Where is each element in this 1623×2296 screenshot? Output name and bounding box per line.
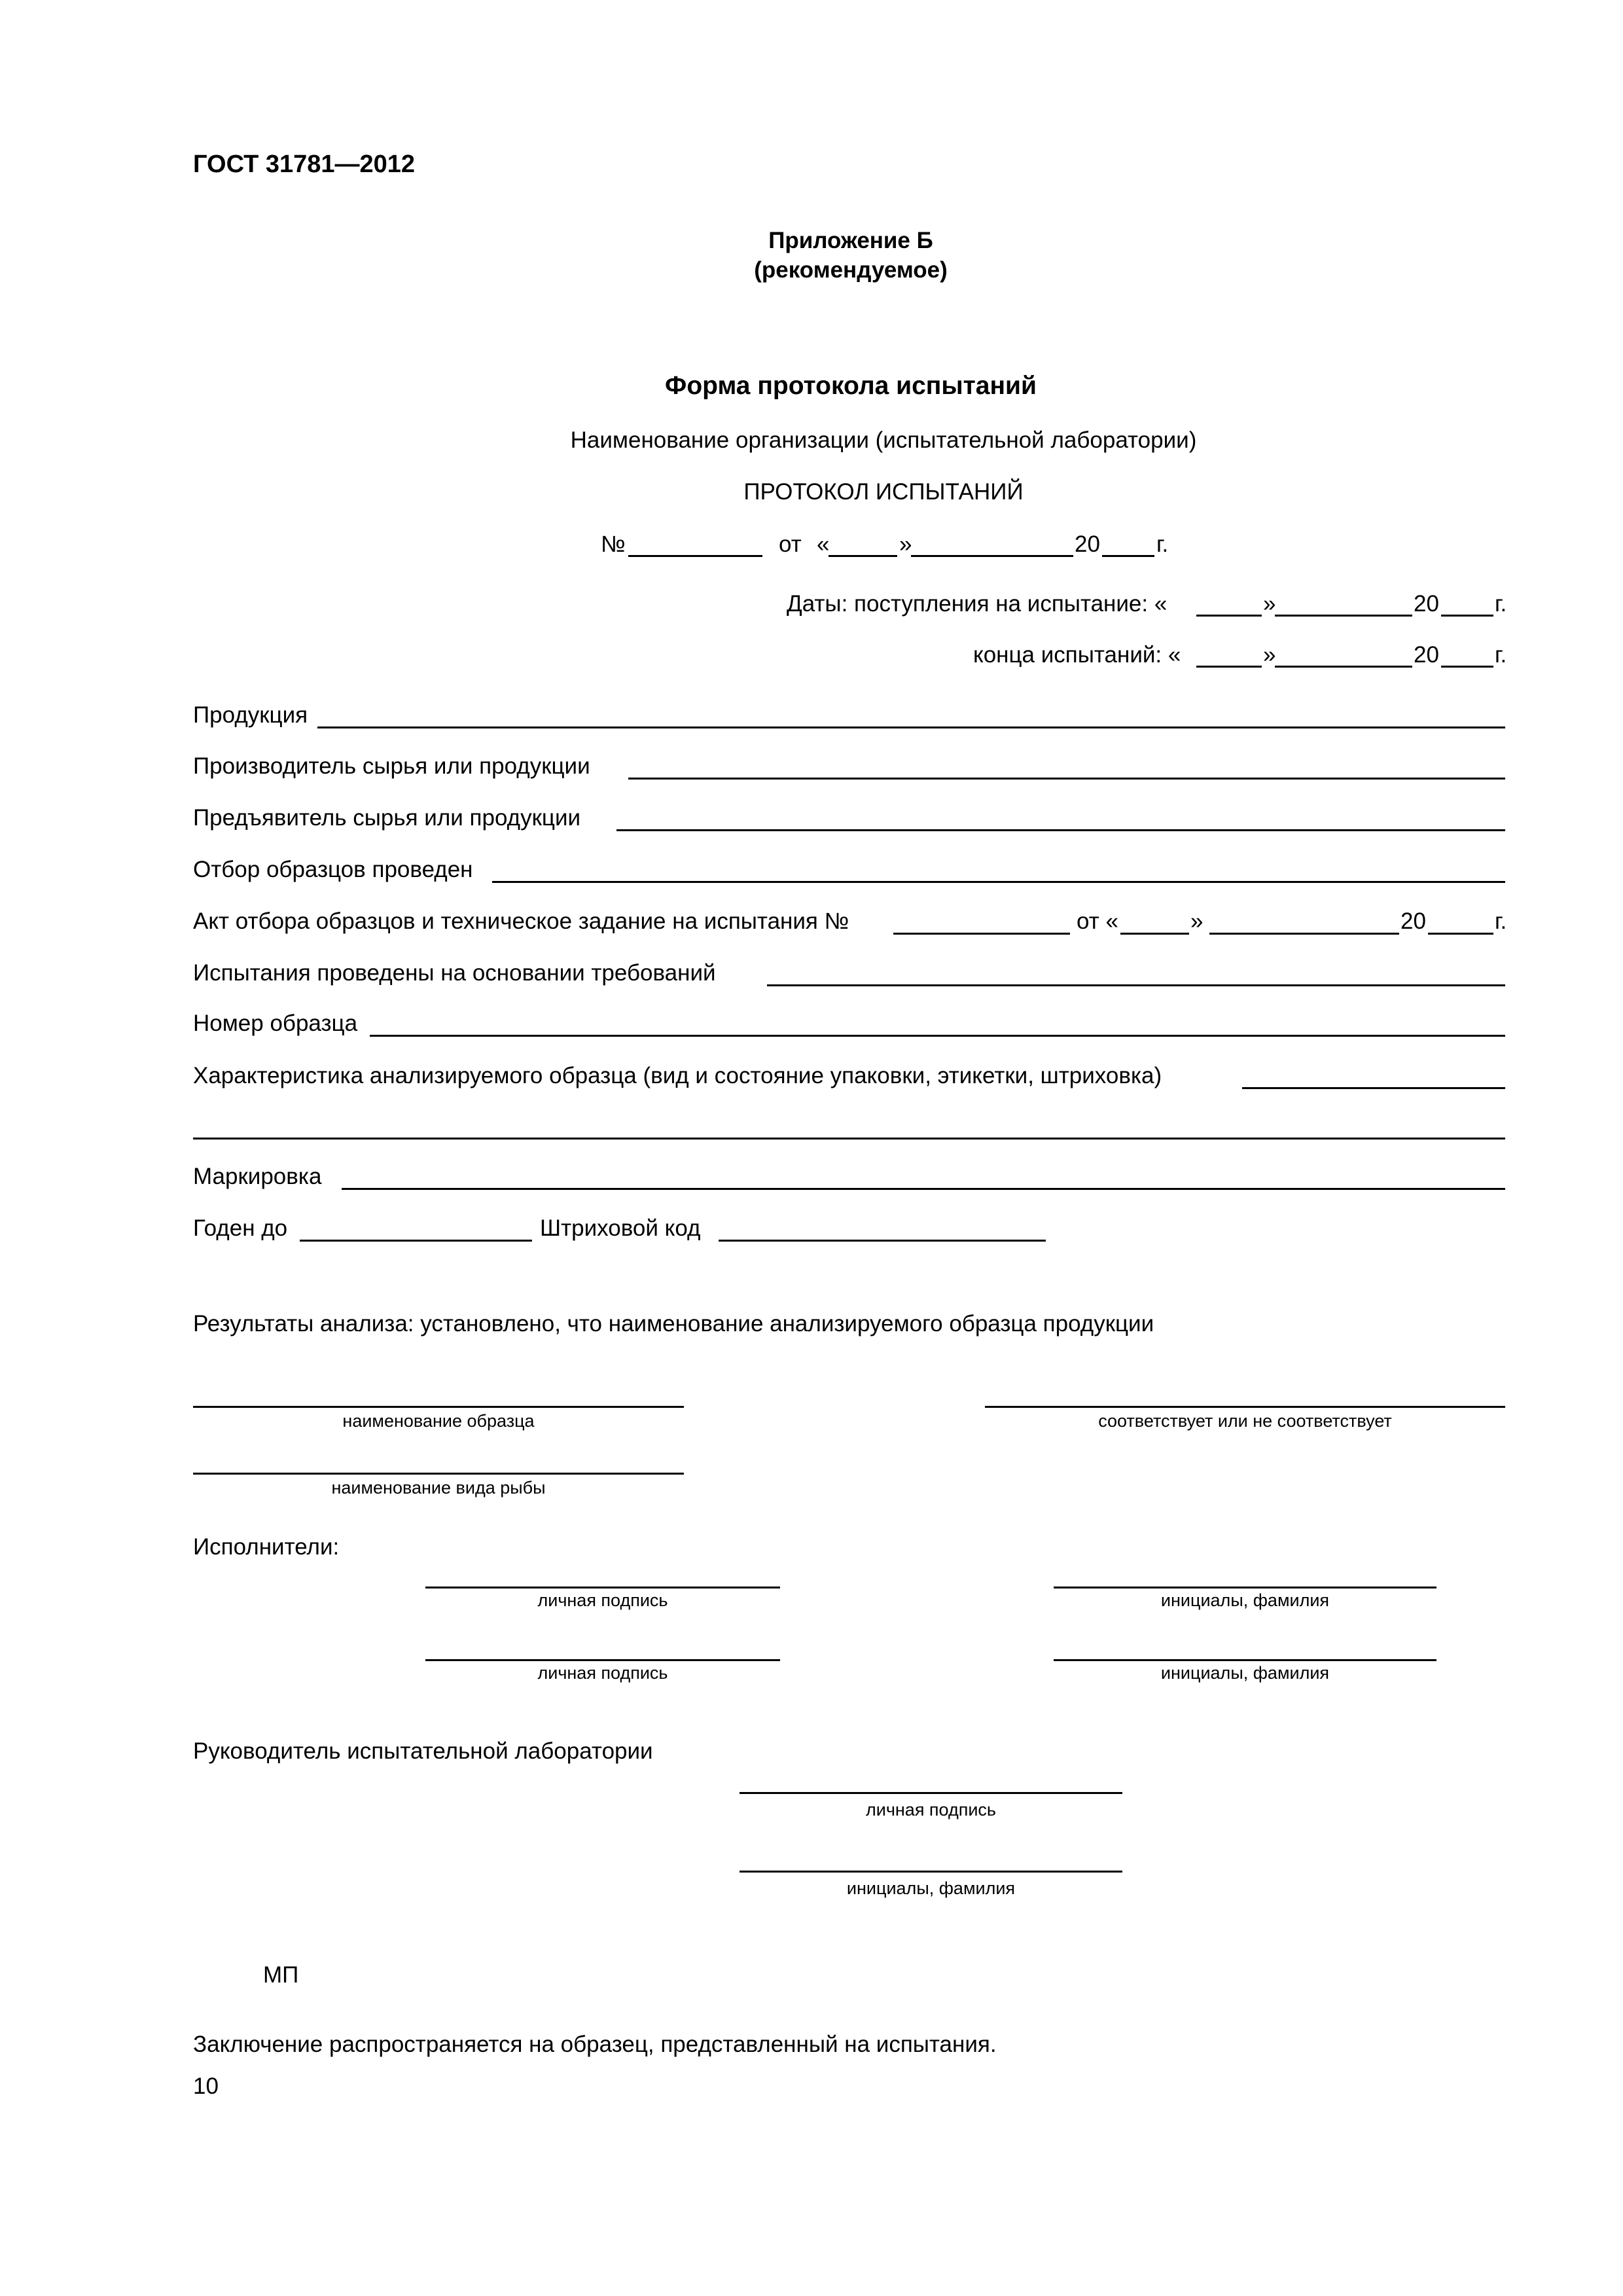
executor-1-signature-caption: личная подпись (537, 1590, 668, 1610)
fish-species-caption: наименование вида рыбы (331, 1478, 546, 1498)
conclusion-text: Заключение распространяется на образец, представленный на испытания. (193, 2032, 997, 2057)
dates-receipt-label: Даты: поступления на испытание: « (787, 591, 1168, 617)
act-year-suffix: г. (1495, 908, 1507, 934)
executor-2-initials-field[interactable] (1054, 1659, 1436, 1661)
valid-until-field[interactable] (300, 1240, 532, 1242)
end-month-field[interactable] (1275, 666, 1412, 668)
act-day-field[interactable] (1120, 933, 1189, 935)
appendix-title: Приложение Б (768, 228, 933, 253)
manufacturer-field[interactable] (628, 778, 1505, 780)
sample-number-field[interactable] (370, 1035, 1505, 1037)
product-label: Продукция (193, 702, 308, 728)
characteristic-field-line-2[interactable] (193, 1138, 1505, 1139)
protocol-month-field[interactable] (911, 555, 1073, 557)
appendix-subtitle: (рекомендуемое) (754, 257, 948, 283)
conformity-caption: соответствует или не соответствует (1098, 1411, 1392, 1431)
dates-end-label: конца испытаний: « (973, 642, 1181, 668)
act-from-label: от « (1077, 908, 1118, 934)
from-label: от (779, 531, 802, 557)
protocol-day-field[interactable] (829, 555, 897, 557)
sample-name-caption: наименование образца (342, 1411, 535, 1431)
executor-2-signature-field[interactable] (425, 1659, 780, 1661)
characteristic-label: Характеристика анализируемого образца (вид и состояние упаковки, этикетки, штриховка) (193, 1063, 1162, 1088)
receipt-day-field[interactable] (1196, 615, 1262, 617)
sampling-field[interactable] (492, 881, 1505, 883)
conformity-field[interactable] (985, 1406, 1505, 1408)
executor-1-signature-field[interactable] (425, 1587, 780, 1588)
quote-open: « (817, 531, 830, 557)
lab-head-initials-caption: инициалы, фамилия (846, 1878, 1016, 1898)
requirements-field[interactable] (767, 984, 1505, 986)
act-label: Акт отбора образцов и техническое задание на испытания № (193, 908, 849, 934)
fish-species-field[interactable] (193, 1473, 684, 1475)
valid-until-label: Годен до (193, 1215, 288, 1241)
characteristic-field[interactable] (1242, 1087, 1505, 1089)
lab-head-signature-caption: личная подпись (865, 1800, 997, 1820)
protocol-year-field[interactable] (1102, 555, 1154, 557)
end-quote-close: » (1263, 642, 1276, 668)
receipt-year-field[interactable] (1441, 615, 1493, 617)
sample-name-field[interactable] (193, 1406, 684, 1408)
number-sign: № (601, 531, 626, 557)
lab-head-label: Руководитель испытательной лаборатории (193, 1738, 653, 1764)
sampling-label: Отбор образцов проведен (193, 857, 473, 882)
end-year-prefix: 20 (1414, 642, 1439, 668)
lab-head-signature-field[interactable] (740, 1792, 1122, 1794)
end-day-field[interactable] (1196, 666, 1262, 668)
results-text: Результаты анализа: установлено, что наименование анализируемого образца продукции (193, 1311, 1154, 1336)
presenter-label: Предъявитель сырья или продукции (193, 805, 581, 831)
year-prefix: 20 (1075, 531, 1100, 557)
executor-1-initials-field[interactable] (1054, 1587, 1436, 1588)
barcode-field[interactable] (719, 1240, 1046, 1242)
quote-close: » (899, 531, 912, 557)
act-number-field[interactable] (893, 933, 1070, 935)
receipt-year-prefix: 20 (1414, 591, 1439, 617)
act-quote-close: » (1190, 908, 1204, 934)
presenter-field[interactable] (616, 829, 1505, 831)
executors-label: Исполнители: (193, 1534, 340, 1560)
requirements-label: Испытания проведены на основании требований (193, 960, 716, 986)
sample-number-label: Номер образца (193, 1011, 358, 1036)
protocol-title: ПРОТОКОЛ ИСПЫТАНИЙ (743, 479, 1024, 505)
receipt-year-suffix: г. (1495, 591, 1507, 617)
act-year-field[interactable] (1428, 933, 1493, 935)
standard-header: ГОСТ 31781—2012 (193, 151, 416, 178)
product-field[interactable] (317, 726, 1505, 728)
end-year-field[interactable] (1441, 666, 1493, 668)
org-name: Наименование организации (испытательной лаборатории) (570, 427, 1197, 453)
manufacturer-label: Производитель сырья или продукции (193, 753, 590, 779)
receipt-month-field[interactable] (1275, 615, 1412, 617)
marking-field[interactable] (342, 1188, 1505, 1190)
stamp-label: МП (263, 1962, 299, 1988)
lab-head-initials-field[interactable] (740, 1871, 1122, 1873)
executor-2-signature-caption: личная подпись (537, 1663, 668, 1683)
barcode-label: Штриховой код (540, 1215, 701, 1241)
receipt-quote-close: » (1263, 591, 1276, 617)
executor-2-initials-caption: инициалы, фамилия (1160, 1663, 1330, 1683)
executor-1-initials-caption: инициалы, фамилия (1160, 1590, 1330, 1610)
form-title: Форма протокола испытаний (665, 372, 1037, 400)
page-number: 10 (193, 2073, 219, 2099)
act-month-field[interactable] (1209, 933, 1399, 935)
protocol-number-field[interactable] (628, 555, 762, 557)
year-suffix: г. (1156, 531, 1169, 557)
end-year-suffix: г. (1495, 642, 1507, 668)
marking-label: Маркировка (193, 1164, 322, 1189)
act-year-prefix: 20 (1400, 908, 1426, 934)
